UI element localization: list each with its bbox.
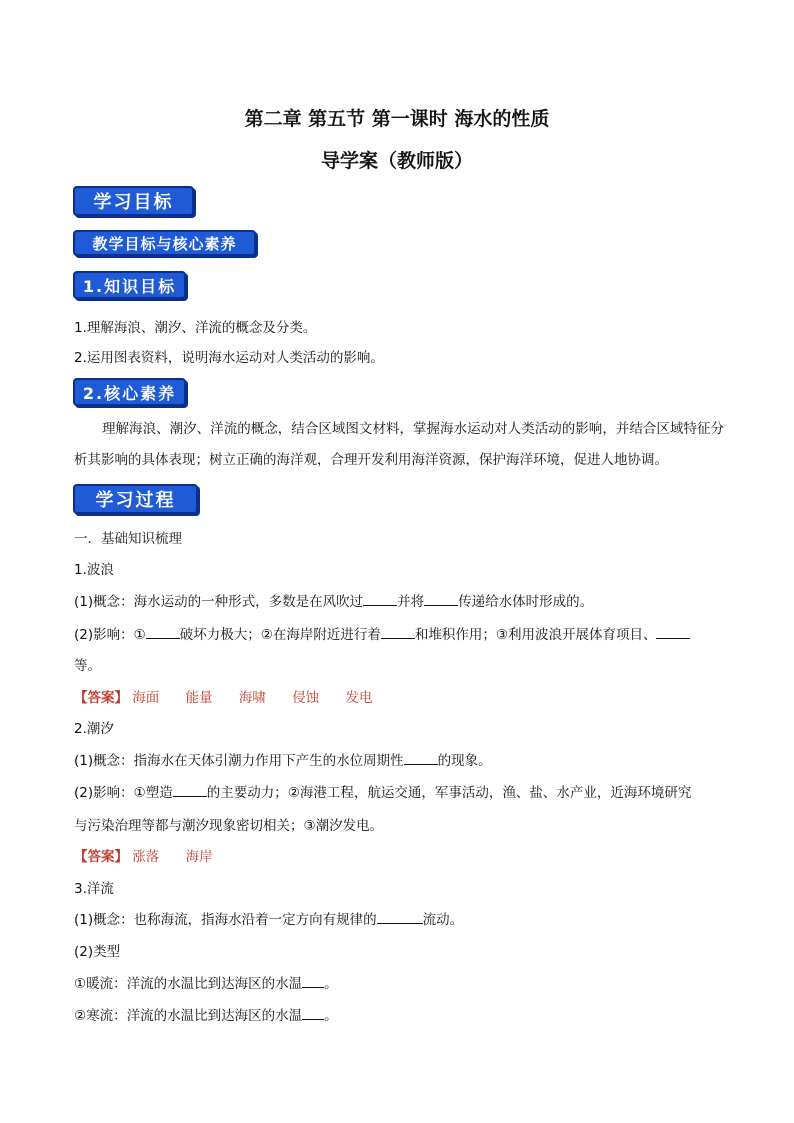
part-heading: 一．基础知识梳理 (74, 531, 182, 547)
section-badge-learning-goals: 学习目标 (73, 186, 194, 216)
core-literacy-paragraph: 理解海浪、潮汐、洋流的概念，结合区域图文材料，掌握海水运动对人类活动的影响，并结合区域特征分析其影响的具体表现；树立正确的海洋观，合理开发利用海洋资源，保护海洋环境，促进人地协调。 (74, 421, 724, 468)
wave-answer: 【答案】 海面 能量 海啸 侵蚀 发电 (74, 690, 373, 706)
tide-impact: (2)影响：①塑造 的主要动力；②海港工程，航运交通，军事活动，渔、盐、水产业，近海环境研究 (74, 785, 692, 801)
page-title: 第二章 第五节 第一课时 海水的性质 (244, 108, 550, 130)
current-types: (2)类型 (74, 944, 121, 960)
current-warm: ①暖流：洋流的水温比到达海区的水温 。 (74, 976, 338, 992)
answer-value: 海啸 (238, 690, 266, 706)
fill-blank (302, 1007, 324, 1020)
fill-blank (363, 593, 397, 606)
section-badge-teaching-goals: 教学目标与核心素养 (73, 230, 256, 256)
page-subtitle: 导学案（教师版） (320, 150, 473, 172)
fill-blank (381, 626, 415, 639)
answer-value: 海岸 (185, 849, 213, 865)
fill-blank (146, 626, 180, 639)
fill-blank (656, 626, 690, 639)
section-badge-learning-process: 学习过程 (73, 484, 198, 514)
wave-concept: (1)概念：海水运动的一种形式，多数是在风吹过 并将 传递给水体时形成的。 (74, 594, 594, 610)
fill-blank (302, 975, 324, 988)
answer-value: 涨落 (132, 849, 160, 865)
fill-blank (173, 784, 207, 797)
fill-blank (424, 593, 458, 606)
knowledge-item-1: 1.理解海浪、潮汐、洋流的概念及分类。 (74, 320, 317, 336)
answer-value: 侵蚀 (292, 690, 320, 706)
current-concept: (1)概念：也称海流，指海水沿着一定方向有规律的 流动。 (74, 912, 464, 928)
current-cold: ②寒流：洋流的水温比到达海区的水温 。 (74, 1008, 338, 1024)
current-heading: 3.洋流 (74, 881, 114, 897)
wave-impact: (2)影响：① 破坏力极大；②在海岸附近进行着 和堆积作用；③利用波浪开展体育项目、 (74, 623, 690, 643)
tide-answer: 【答案】 涨落 海岸 (74, 849, 213, 865)
tide-heading: 2.潮汐 (74, 721, 114, 737)
wave-heading: 1.波浪 (74, 562, 114, 578)
fill-blank (377, 911, 423, 924)
tide-impact-cont: 与污染治理等都与潮汐现象密切相关；③潮汐发电。 (74, 818, 384, 834)
fill-blank (404, 752, 438, 765)
answer-value: 能量 (185, 690, 213, 706)
section-badge-core-literacy: 2.核心素养 (73, 378, 186, 406)
answer-value: 海面 (132, 690, 160, 706)
section-badge-knowledge-goals: 1.知识目标 (73, 271, 186, 299)
answer-value: 发电 (345, 690, 373, 706)
tide-concept: (1)概念：指海水在天体引潮力作用下产生的水位周期性 的现象。 (74, 753, 492, 769)
knowledge-item-2: 2.运用图表资料，说明海水运动对人类活动的影响。 (74, 350, 384, 366)
wave-impact-cont: 等。 (74, 658, 101, 674)
